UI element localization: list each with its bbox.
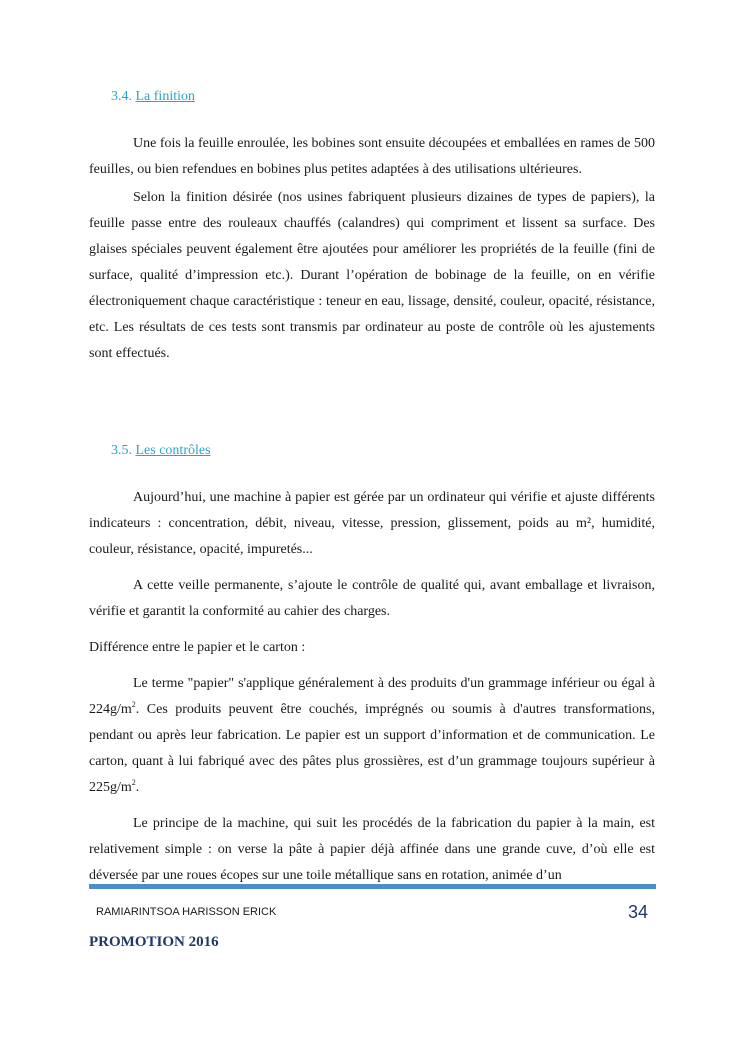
paragraph xyxy=(89,671,655,801)
paragraph: Différence entre le papier et le carton : xyxy=(89,640,306,655)
section-number: 3.5. xyxy=(111,443,132,458)
superscript: 2 xyxy=(131,778,136,787)
paragraph-text: Le terme "papier" s'applique généralement à des produits d'un grammage inférieur ou égal à 224g/m xyxy=(89,676,655,717)
section-heading-controles xyxy=(111,442,211,460)
footer-promotion: PROMOTION 2016 xyxy=(89,934,219,950)
paragraph: Une fois la feuille enroulée, les bobines sont ensuite découpées et emballées en rames de 500 feuilles, ou bien refendues en bobines plus petites adaptées à des utilisations ultérieures. xyxy=(89,136,655,177)
paragraph: Le principe de la machine, qui suit les procédés de la fabrication du papier à la main, est relativement simple : on verse la pâte à papier déjà affinée dans une grande cuve, d’où elle est déversée par une roues écopes sur une toile métallique sans en rotation, animée d’un xyxy=(89,816,655,883)
paragraph-text: . xyxy=(135,780,140,795)
section-title-link[interactable]: La finition xyxy=(135,89,195,104)
paragraph-text: . Ces produits peuvent être couchés, imprégnés ou soumis à d'autres transformations, pendant ou après leur fabrication. Le papier est un support d’information et de communication. Le carton, quant à lui fabriqué avec des pâtes plus grossières, est d’un grammage toujours supérieur à 225g/m xyxy=(89,702,655,795)
paragraph: A cette veille permanente, s’ajoute le contrôle de qualité qui, avant emballage et livraison, vérifie et garantit la conformité au cahier des charges. xyxy=(89,578,655,619)
footer-rule xyxy=(89,884,656,889)
section-heading-finition xyxy=(111,88,195,106)
section-title-link[interactable]: Les contrôles xyxy=(135,443,211,458)
section-number: 3.4. xyxy=(111,89,132,104)
superscript: 2 xyxy=(131,700,136,709)
paragraph: Selon la finition désirée (nos usines fabriquent plusieurs dizaines de types de papiers), la feuille passe entre des rouleaux chauffés (calandres) qui compriment et lissent sa surface. Des glaises spéciales peuvent également être ajoutées pour améliorer les propriétés de la feuille (fini de surface, qualité d’impression etc.). Durant l’opération de bobinage de la feuille, on en vérifie électroniquement chaque caractéristique : teneur en eau, lissage, densité, couleur, opacité, résistance, etc. Les résultats de ces tests sont transmis par ordinateur au poste de contrôle où les ajustements sont effectués. xyxy=(89,190,655,361)
paragraph: Aujourd’hui, une machine à papier est gérée par un ordinateur qui vérifie et ajuste différents indicateurs : concentration, débit, niveau, vitesse, pression, glissement, poids au m², humidité, couleur, résistance, opacité, impuretés... xyxy=(89,490,655,557)
section-body-finition xyxy=(89,131,655,367)
section-body-controles xyxy=(89,485,655,889)
page-number: 34 xyxy=(627,902,648,922)
footer-author: RAMIARINTSOA HARISSON ERICK xyxy=(96,906,277,918)
